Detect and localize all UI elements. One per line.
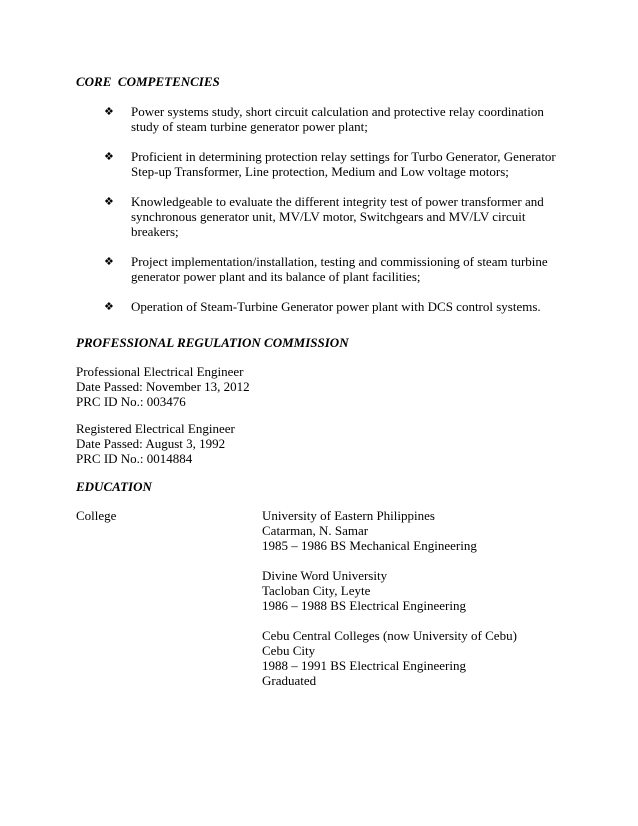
school-course: 1985 – 1986 BS Mechanical Engineering [262, 538, 477, 553]
diamond-bullet-icon: ❖ [104, 105, 114, 118]
competency-text: Operation of Steam-Turbine Generator power plant with DCS control systems. [131, 299, 541, 314]
list-item [104, 299, 574, 314]
school-course: 1988 – 1991 BS Electrical Engineering [262, 658, 466, 673]
school-course: 1986 – 1988 BS Electrical Engineering [262, 598, 466, 613]
school-entry [262, 508, 517, 553]
school-name: Divine Word University [262, 568, 388, 583]
license-title: Registered Electrical Engineer [76, 421, 235, 436]
diamond-bullet-icon: ❖ [104, 195, 114, 208]
license-block [76, 421, 235, 466]
school-location: Catarman, N. Samar [262, 523, 369, 538]
school-location: Cebu City [262, 643, 316, 658]
license-title: Professional Electrical Engineer [76, 364, 244, 379]
diamond-bullet-icon: ❖ [104, 300, 114, 313]
license-date: Date Passed: November 13, 2012 [76, 379, 250, 394]
competency-text: Knowledgeable to evaluate the different integrity test of power transformer and synchronous generator unit, MV/LV motor, Switchgears and MV/LV circuit breakers; [131, 194, 544, 239]
school-name: Cebu Central Colleges (now University of Cebu) [262, 628, 517, 643]
prc-heading: PROFESSIONAL REGULATION COMMISSION [76, 335, 349, 350]
list-item [104, 194, 574, 239]
list-item [104, 254, 574, 284]
competency-text: Project implementation/installation, testing and commissioning of steam turbine generator power plant and its balance of plant facilities; [131, 254, 548, 284]
school-entry [262, 628, 517, 688]
diamond-bullet-icon: ❖ [104, 150, 114, 163]
license-id: PRC ID No.: 0014884 [76, 451, 193, 466]
core-competencies-heading: CORE COMPETENCIES [76, 74, 220, 89]
school-location: Tacloban City, Leyte [262, 583, 371, 598]
school-entry [262, 568, 517, 613]
education-level-label: College [76, 508, 117, 523]
schools-list [262, 508, 517, 703]
list-item [104, 149, 574, 179]
school-note: Graduated [262, 673, 317, 688]
competency-text: Proficient in determining protection relay settings for Turbo Generator, Generator Step-up Transformer, Line protection, Medium and Low voltage motors; [131, 149, 556, 179]
license-block [76, 364, 250, 409]
competency-text: Power systems study, short circuit calculation and protective relay coordination study of steam turbine generator power plant; [131, 104, 544, 134]
school-name: University of Eastern Philippines [262, 508, 435, 523]
license-id: PRC ID No.: 003476 [76, 394, 186, 409]
competencies-list [104, 104, 574, 329]
list-item [104, 104, 574, 134]
education-heading: EDUCATION [76, 479, 152, 494]
diamond-bullet-icon: ❖ [104, 255, 114, 268]
license-date: Date Passed: August 3, 1992 [76, 436, 226, 451]
